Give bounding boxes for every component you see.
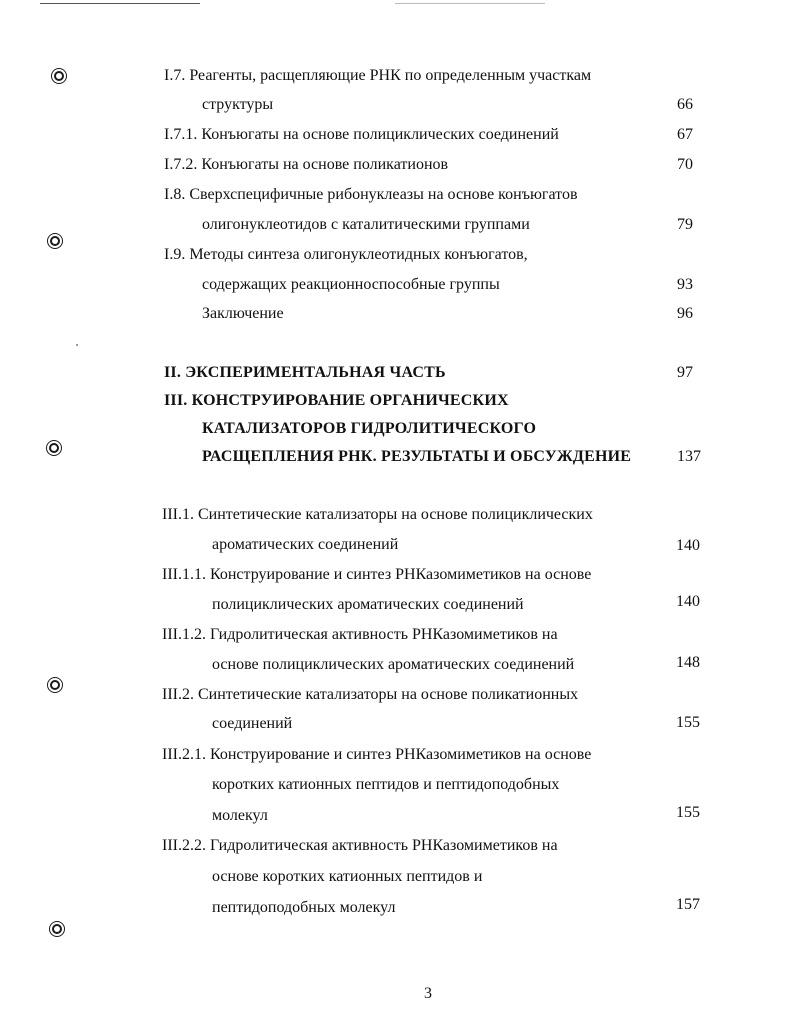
toc-entry-line: Заключение	[202, 305, 284, 322]
toc-entry-line: коротких катионных пептидов и пептидоподобных	[212, 776, 560, 793]
toc-section-heading: КАТАЛИЗАТОРОВ ГИДРОЛИТИЧЕСКОГО	[202, 420, 537, 437]
toc-entry-line: полициклических ароматических соединений	[212, 596, 524, 613]
toc-entry-line: основе коротких катионных пептидов и	[212, 868, 483, 885]
scan-top-rule	[40, 3, 200, 4]
toc-page-number: 137	[677, 448, 701, 465]
toc-section-heading: РАСЩЕПЛЕНИЯ РНК. РЕЗУЛЬТАТЫ И ОБСУЖДЕНИЕ	[202, 448, 632, 465]
toc-entry-line: I.9. Методы синтеза олигонуклеотидных конъюгатов,	[164, 246, 528, 263]
toc-entry-line: III.1.2. Гидролитическая активность РНКазомиметиков на	[162, 626, 558, 643]
punch-hole-icon	[52, 69, 66, 83]
toc-entry-line: III.2.2. Гидролитическая активность РНКазомиметиков на	[162, 837, 558, 854]
toc-page-number: 97	[677, 364, 693, 381]
punch-hole-icon	[50, 922, 64, 936]
toc-section-heading: III. КОНСТРУИРОВАНИЕ ОРГАНИЧЕСКИХ	[164, 392, 509, 409]
toc-entry-line: основе полициклических ароматических соединений	[212, 656, 575, 673]
toc-entry-line: III.1. Синтетические катализаторы на основе полициклических	[162, 506, 593, 523]
toc-page-number: 93	[677, 276, 693, 293]
toc-page-number: 66	[677, 96, 693, 113]
toc-page-number: 148	[676, 654, 700, 671]
toc-page-number: 157	[676, 896, 700, 913]
toc-entry-line: ароматических соединений	[212, 536, 399, 553]
toc-entry-line: олигонуклеотидов с каталитическими группами	[202, 216, 530, 233]
punch-hole-icon	[48, 234, 62, 248]
toc-entry-line: III.2. Синтетические катализаторы на основе поликатионных	[162, 686, 579, 703]
toc-entry-line: пептидоподобных молекул	[212, 899, 396, 916]
toc-page-number: 155	[676, 714, 700, 731]
toc-page-number: 67	[677, 126, 693, 143]
scan-speck	[76, 344, 78, 346]
toc-entry-line: I.7.1. Конъюгаты на основе полициклических соединений	[164, 126, 559, 143]
toc-page-number: 140	[676, 593, 700, 610]
toc-entry-line: молекул	[212, 807, 268, 824]
toc-entry-line: III.2.1. Конструирование и синтез РНКазомиметиков на основе	[162, 746, 592, 763]
toc-page-number: 79	[677, 216, 693, 233]
toc-page-number: 70	[677, 156, 693, 173]
toc-entry-line: I.8. Сверхспецифичные рибонуклеазы на основе конъюгатов	[164, 186, 578, 203]
toc-entry-line: соединений	[212, 715, 293, 732]
page-number: 3	[424, 985, 432, 1002]
toc-page-number: 140	[676, 537, 700, 554]
punch-hole-icon	[48, 678, 62, 692]
toc-entry-line: I.7.2. Конъюгаты на основе поликатионов	[164, 156, 449, 173]
toc-entry-line: структуры	[202, 96, 274, 113]
toc-entry-line: III.1.1. Конструирование и синтез РНКазомиметиков на основе	[162, 566, 592, 583]
toc-entry-line: содержащих реакционноспособные группы	[202, 276, 500, 293]
toc-section-heading: II. ЭКСПЕРИМЕНТАЛЬНАЯ ЧАСТЬ	[164, 364, 446, 381]
toc-page-number: 155	[676, 804, 700, 821]
punch-hole-icon	[47, 441, 61, 455]
scan-top-rule-faint	[395, 3, 545, 4]
toc-page-number: 96	[677, 305, 693, 322]
toc-entry-line: I.7. Реагенты, расщепляющие РНК по определенным участкам	[164, 67, 592, 84]
